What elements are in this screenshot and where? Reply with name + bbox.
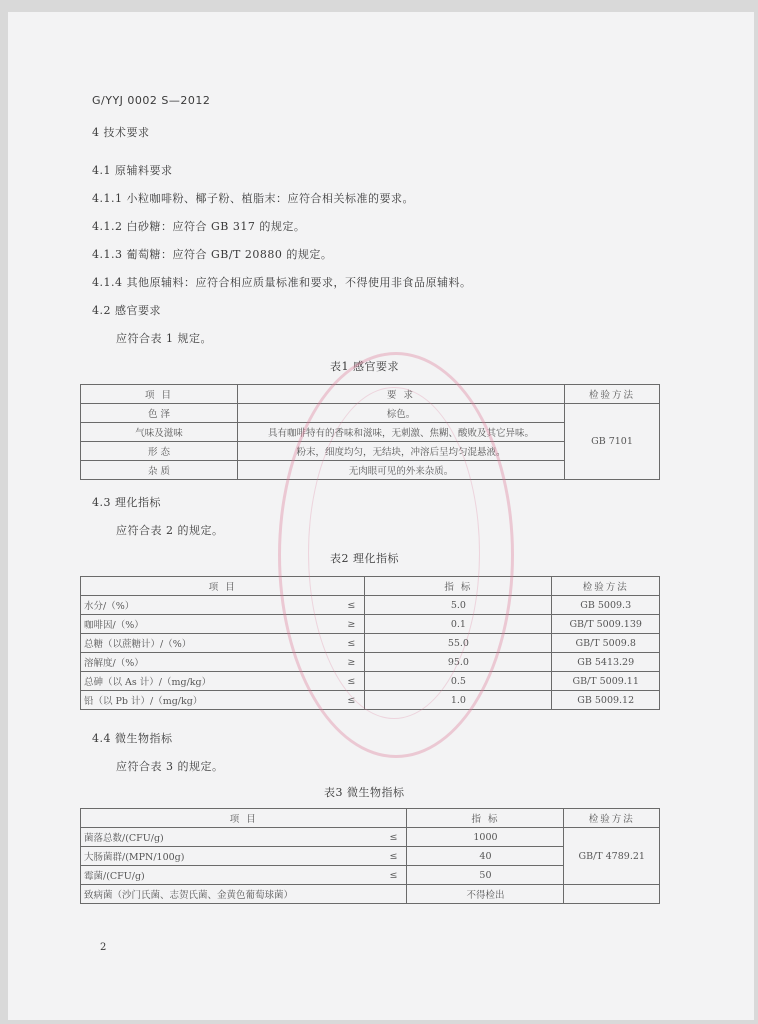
table2-cell-item: 水分/（%）	[81, 596, 339, 615]
table3-cell-item: 菌落总数/(CFU/g)	[81, 828, 381, 847]
table3-cell-item: 霉菌/(CFU/g)	[81, 866, 381, 885]
table3-microbiological	[80, 808, 660, 904]
table2-cell-item: 铅（以 Pb 计）/（mg/kg）	[81, 691, 339, 710]
table3-header-item: 项 目	[81, 809, 407, 828]
table1-cell-requirement: 无肉眼可见的外来杂质。	[238, 461, 565, 480]
clause-4-1-3: 4.1.3 葡萄糖：应符合 GB/T 20880 的规定。	[92, 248, 333, 261]
table2-cell-value: 1.0	[365, 691, 552, 710]
table3-cell-item: 致病菌（沙门氏菌、志贺氏菌、金黄色葡萄球菌）	[81, 885, 407, 904]
table2-cell-value: 0.1	[365, 615, 552, 634]
section-4-title: 4 技术要求	[92, 126, 150, 139]
section-4-4-note: 应符合表 3 的规定。	[116, 760, 224, 773]
section-4-3-note: 应符合表 2 的规定。	[116, 524, 224, 537]
table-row	[81, 885, 660, 904]
table3-cell-value: 1000	[407, 828, 564, 847]
table2-cell-method: GB/T 5009.11	[552, 672, 660, 691]
table1-header-requirement: 要 求	[238, 385, 565, 404]
table2-cell-item: 咖啡因/（%）	[81, 615, 339, 634]
table2-cell-method: GB 5009.3	[552, 596, 660, 615]
table2-cell-item: 总砷（以 As 计）/（mg/kg）	[81, 672, 339, 691]
table3-cell-symbol: ≤	[380, 866, 407, 885]
table2-cell-symbol: ≥	[338, 653, 365, 672]
table3-cell-value: 50	[407, 866, 564, 885]
table-row	[81, 828, 660, 847]
table2-cell-method: GB/T 5009.8	[552, 634, 660, 653]
table2-cell-method: GB/T 5009.139	[552, 615, 660, 634]
table2-cell-item: 溶解度/（%）	[81, 653, 339, 672]
table2-cell-symbol: ≤	[338, 596, 365, 615]
table3-cell-value: 40	[407, 847, 564, 866]
table2-cell-method: GB 5413.29	[552, 653, 660, 672]
table2-cell-symbol: ≤	[338, 691, 365, 710]
table1-cell-requirement: 粉末，细度均匀，无结块，冲溶后呈均匀混悬液。	[238, 442, 565, 461]
clause-4-1-4: 4.1.4 其他原辅料：应符合相应质量标准和要求，不得使用非食品原辅料。	[92, 276, 472, 289]
table1-cell-item: 形 态	[81, 442, 238, 461]
table1-cell-method: GB 7101	[565, 404, 660, 480]
table1-cell-item: 气味及滋味	[81, 423, 238, 442]
table1-caption: 表1 感官要求	[330, 360, 399, 373]
table2-cell-symbol: ≤	[338, 672, 365, 691]
table1-header-method: 检验方法	[565, 385, 660, 404]
table2-cell-value: 95.0	[365, 653, 552, 672]
official-seal-inner-ring	[308, 387, 480, 719]
table2-header-item: 项 目	[81, 577, 365, 596]
table2-cell-symbol: ≥	[338, 615, 365, 634]
table3-header-method: 检验方法	[564, 809, 660, 828]
table2-header-index: 指 标	[365, 577, 552, 596]
clause-4-1-2: 4.1.2 白砂糖：应符合 GB 317 的规定。	[92, 220, 306, 233]
document-page	[8, 12, 754, 1020]
page-number: 2	[100, 942, 107, 953]
section-4-2-note: 应符合表 1 规定。	[116, 332, 212, 345]
table2-cell-value: 0.5	[365, 672, 552, 691]
table3-caption: 表3 微生物指标	[324, 786, 405, 799]
table3-cell-method-empty	[564, 885, 660, 904]
section-4-4-title: 4.4 微生物指标	[92, 732, 173, 745]
table1-cell-requirement: 具有咖啡特有的香味和滋味，无刺激、焦糊、酸败及其它异味。	[238, 423, 565, 442]
table2-cell-value: 55.0	[365, 634, 552, 653]
table1-header-item: 项 目	[81, 385, 238, 404]
table1-cell-item: 杂 质	[81, 461, 238, 480]
section-4-2-title: 4.2 感官要求	[92, 304, 161, 317]
clause-4-1-1: 4.1.1 小粒咖啡粉、椰子粉、植脂末：应符合相关标准的要求。	[92, 192, 414, 205]
table3-cell-symbol: ≤	[380, 828, 407, 847]
table3-cell-symbol: ≤	[380, 847, 407, 866]
table2-caption: 表2 理化指标	[330, 552, 399, 565]
table3-cell-value: 不得检出	[407, 885, 564, 904]
table3-header-index: 指 标	[407, 809, 564, 828]
table3-cell-method: GB/T 4789.21	[564, 828, 660, 885]
table1-cell-requirement: 棕色。	[238, 404, 565, 423]
standard-code: G/YYJ 0002 S—2012	[92, 94, 211, 107]
section-4-1-title: 4.1 原辅料要求	[92, 164, 173, 177]
section-4-3-title: 4.3 理化指标	[92, 496, 161, 509]
table2-cell-method: GB 5009.12	[552, 691, 660, 710]
table2-cell-value: 5.0	[365, 596, 552, 615]
table3-cell-item: 大肠菌群/(MPN/100g)	[81, 847, 381, 866]
table2-header-method: 检验方法	[552, 577, 660, 596]
table2-cell-item: 总糖（以蔗糖计）/（%）	[81, 634, 339, 653]
table1-cell-item: 色 泽	[81, 404, 238, 423]
table2-cell-symbol: ≤	[338, 634, 365, 653]
